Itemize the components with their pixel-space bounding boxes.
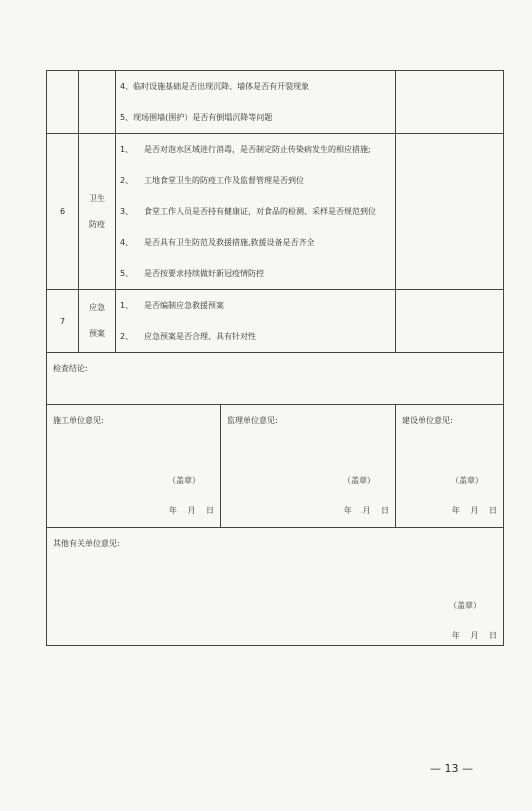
- date-text: 年 月 日: [451, 506, 497, 515]
- construction-opinion-label: 施工单位意见:: [53, 416, 104, 425]
- supervision-opinion-cell[interactable]: [221, 405, 396, 528]
- row-number: [47, 71, 79, 134]
- construction-opinion-cell[interactable]: [47, 405, 221, 528]
- list-item: 2、 应急预案是否合理、具有针对性: [120, 332, 256, 341]
- table-row: [47, 71, 504, 134]
- other-opinion-label: 其他有关单位意见:: [53, 539, 120, 548]
- page-number: — 13 —: [430, 762, 473, 775]
- row-items: [116, 134, 396, 290]
- owner-opinion-cell[interactable]: [396, 405, 504, 528]
- list-item: 2、 工地食堂卫生的防疫工作及监督管理是否到位: [120, 176, 304, 185]
- seal-text: （盖章）: [451, 476, 483, 485]
- opinion-row: [47, 405, 504, 528]
- list-item: 1、 是否对泡水区域进行消毒，是否制定防止传染病发生的相应措施;: [120, 145, 371, 154]
- row-category: 卫生 防疫: [79, 134, 116, 290]
- list-item: 4、 是否具有卫生防范及救援措施,救援设备是否齐全: [120, 238, 315, 247]
- supervision-opinion-label: 监理单位意见:: [227, 416, 278, 425]
- table-row: [47, 290, 504, 353]
- date-text: 年 月 日: [168, 506, 214, 515]
- row-category: 应急 预案: [79, 290, 116, 353]
- other-opinion-row: [47, 528, 504, 646]
- result-cell[interactable]: [396, 134, 504, 290]
- table-row: [47, 134, 504, 290]
- owner-opinion-label: 建设单位意见:: [402, 416, 453, 425]
- list-item: 3、 食堂工作人员是否持有健康证，对食品的检测、采样是否规范到位: [120, 207, 376, 216]
- other-opinion-cell[interactable]: [47, 528, 504, 646]
- result-cell[interactable]: [396, 290, 504, 353]
- seal-text: （盖章）: [343, 476, 375, 485]
- inspection-form-table: [46, 70, 504, 646]
- row-items: [116, 290, 396, 353]
- result-cell[interactable]: [396, 71, 504, 134]
- conclusion-cell[interactable]: [47, 353, 504, 405]
- row-number: 6: [47, 134, 79, 290]
- list-item: 5、现场围墙(围护）是否有倒塌沉降等问题: [120, 113, 273, 122]
- row-items: [116, 71, 396, 134]
- seal-text: （盖章）: [449, 601, 481, 610]
- date-text: 年 月 日: [343, 506, 389, 515]
- row-category: [79, 71, 116, 134]
- conclusion-label: 检查结论:: [53, 364, 88, 373]
- list-item: 1、 是否编制应急救援预案: [120, 301, 224, 310]
- conclusion-row: [47, 353, 504, 405]
- seal-text: （盖章）: [168, 476, 200, 485]
- list-item: 4、临时设施基础是否出现沉降、墙体是否有开裂现象: [120, 82, 310, 91]
- row-number: 7: [47, 290, 79, 353]
- date-text: 年 月 日: [451, 631, 497, 640]
- list-item: 5、 是否按要求持续做好新冠疫情防控: [120, 269, 264, 278]
